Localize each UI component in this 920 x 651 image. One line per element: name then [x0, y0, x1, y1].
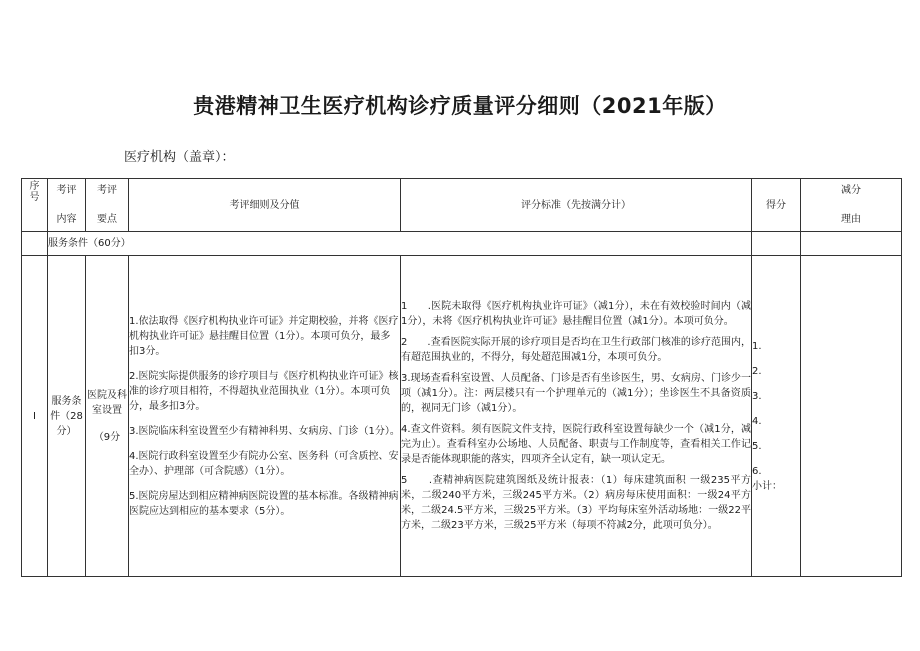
row-score	[752, 256, 801, 577]
document-title: 贵港精神卫生医疗机构诊疗质量评分细则（2021年版）	[193, 94, 727, 118]
header-reason-a: 减分	[841, 185, 861, 196]
detail-item: 3.医院临床科室设置至少有精神科男、女病房、门诊（1分）。	[129, 425, 400, 437]
score-line: 2.	[752, 365, 762, 377]
header-seq	[22, 179, 48, 232]
institution-seal-label: 医疗机构（盖章）：	[124, 150, 235, 165]
detail-item: 4.医院行政科室设置至少有院办公室、医务科（可含质控、安全办）、护理部（可含院感）（1分）。	[129, 450, 399, 477]
row-reason	[801, 256, 902, 577]
section-score-cell	[752, 232, 801, 256]
header-standard: 评分标准（先按满分计）	[401, 179, 752, 232]
score-line: 3.	[752, 390, 762, 402]
section-row	[22, 232, 902, 256]
row-point	[86, 256, 129, 577]
row-detail	[129, 256, 401, 577]
standard-item: 2 .查看医院实际开展的诊疗项目是否均在卫生行政部门核准的诊疗范围内，有超范围执业的，不得分，每处超范围减1分，本项可负分。	[401, 337, 751, 363]
detail-item: 1.依法取得《医疗机构执业许可证》并定期校验，并将《医疗机构执业许可证》悬挂醒目位置（1分）。本项可负分，最多扣3分。	[129, 315, 399, 357]
detail-item: 2.医院实际提供服务的诊疗项目与《医疗机构执业许可证》核准的诊疗项目相符，不得超执业范围执业（1分）。本项可负分，最多扣3分。	[129, 370, 399, 412]
score-subtotal: 小计：	[752, 480, 782, 492]
header-point	[86, 179, 129, 232]
score-line: 1.	[752, 340, 762, 352]
standard-item: 1 .医院未取得《医疗机构执业许可证》（减1分），未在有效校验时间内（减1分），未将《医疗机构执业许可证》悬挂醒目位置（减1分）。本项可负分。	[401, 301, 751, 327]
standard-item: 3.现场查看科室设置、人员配备、门诊是否有坐诊医生，男、女病房、门诊少一项（减1分）。注：两层楼只有一个护理单元的（减1分）；坐诊医生不具备资质的，视同无门诊（减1分）。	[401, 373, 751, 414]
header-reason	[801, 179, 902, 232]
header-content-b: 内容	[56, 214, 77, 225]
header-content-a: 考评	[56, 185, 77, 196]
section-blank-cell	[22, 232, 48, 256]
row-content: 服务条件（28分）	[48, 256, 86, 577]
standard-item: 5 .查精神病医院建筑图纸及统计报表：（1）每床建筑面积 一级235平方米，二级240平方米，三级245平方米。（2）病房每床使用面积：一级24平方米，二级24.5平方米，三级25平方米。（3）平均每床室外活动场地：一级22平方米，二级23平方米，三级25平方米（每项不符减2分，此项可负分）。	[401, 475, 751, 531]
score-line: 4.	[752, 415, 762, 427]
standard-item: 4.查文件资料。须有医院文件支持，医院行政科室设置每缺少一个（减1分，减完为止）。查看科室办公场地、人员配备、职责与工作制度等，查看相关工作记录是否能体现职能的落实，四项齐全认定有，缺一项认定无。	[401, 424, 751, 465]
score-line: 5.	[752, 440, 762, 452]
detail-item: 5.医院房屋达到相应精神病医院设置的基本标准。各级精神病医院应达到相应的基本要求（5分）。	[129, 490, 399, 517]
evaluation-table	[21, 178, 902, 577]
row-standard	[401, 256, 752, 577]
row-number: I	[22, 256, 48, 577]
row-point-line2: （9分	[93, 431, 121, 443]
header-point-a: 考评	[97, 185, 117, 196]
header-detail: 考评细则及分值	[129, 179, 401, 232]
section-title: 服务条件（60分）	[48, 232, 752, 256]
table-row	[22, 256, 902, 577]
section-reason-cell	[801, 232, 902, 256]
header-reason-b: 理由	[841, 214, 861, 225]
header-content	[48, 179, 86, 232]
header-point-b: 要点	[97, 214, 117, 225]
header-seq-b: 号	[29, 192, 40, 203]
header-score: 得分	[752, 179, 801, 232]
table-header-row	[22, 179, 902, 232]
header-seq-a: 序	[29, 181, 40, 192]
score-line: 6.	[752, 465, 762, 477]
row-point-line1: 医院及科室设置	[87, 389, 127, 416]
